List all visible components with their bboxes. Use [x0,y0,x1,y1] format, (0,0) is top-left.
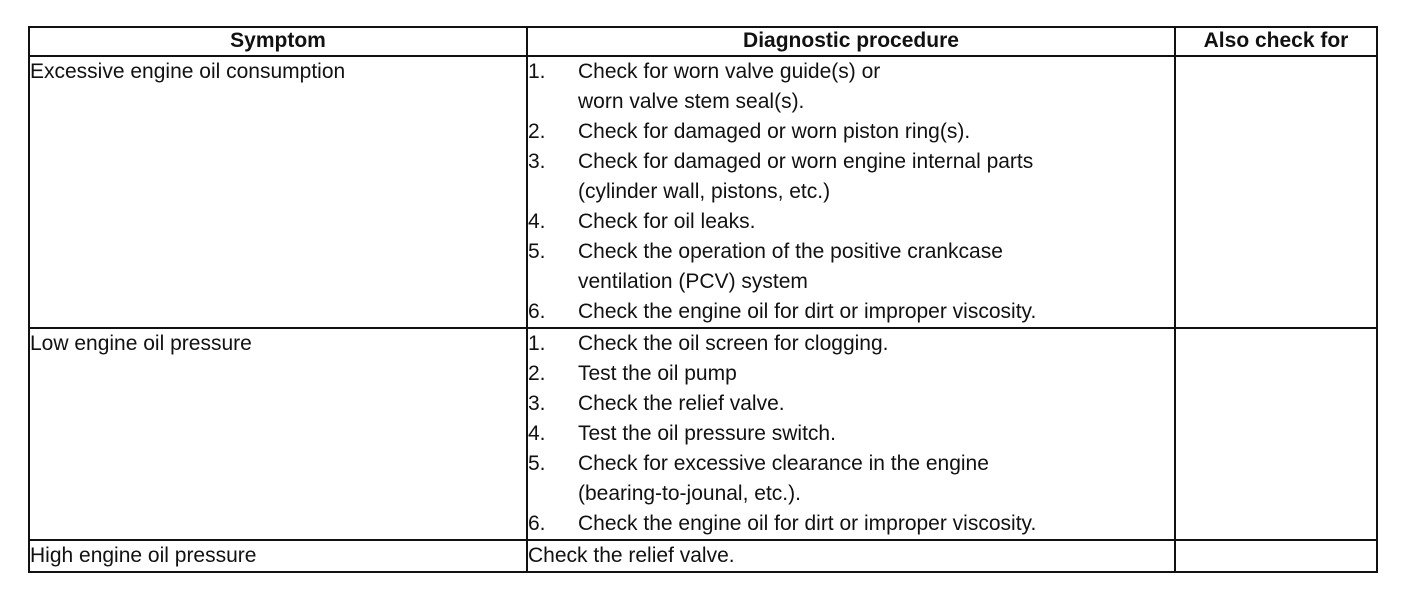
symptom-cell: High engine oil pressure [29,540,527,572]
step-number: 5. [528,240,546,263]
symptom-cell: Excessive engine oil consumption [29,56,527,328]
step-text: Check for worn valve guide(s) or worn valve stem seal(s). [578,60,881,113]
header-diagnostic-procedure: Diagnostic procedure [527,27,1175,56]
step-number: 6. [528,512,546,535]
procedure-step [528,389,1174,419]
step-text: Check the engine oil for dirt or improper viscosity. [578,300,1037,323]
procedure-step [528,57,1174,117]
procedure-cell [527,56,1175,328]
step-text: Check the operation of the positive crankcase ventilation (PCV) system [578,240,1003,293]
procedure-step [528,419,1174,449]
header-symptom: Symptom [29,27,527,56]
step-number: 5. [528,452,546,475]
diagnostic-table [28,26,1378,573]
procedure-step [528,147,1174,207]
table-row [29,540,1377,572]
step-number: 6. [528,300,546,323]
also-check-cell [1175,328,1377,540]
step-number: 3. [528,392,546,415]
step-number: 2. [528,362,546,385]
step-text: Check the relief valve. [578,392,785,415]
step-number: 4. [528,210,546,233]
step-number: 3. [528,150,546,173]
step-text: Check the oil screen for clogging. [578,332,889,355]
header-row [29,27,1377,56]
step-text: Test the oil pressure switch. [578,422,836,445]
procedure-step [528,359,1174,389]
procedure-step [528,329,1174,359]
step-number: 2. [528,120,546,143]
procedure-text: Check the relief valve. [528,544,735,567]
step-number: 4. [528,422,546,445]
header-also-check-for: Also check for [1175,27,1377,56]
procedure-step [528,509,1174,539]
step-number: 1. [528,332,546,355]
step-text: Check for damaged or worn engine internal parts (cylinder wall, pistons, etc.) [578,150,1034,203]
step-text: Check for oil leaks. [578,210,756,233]
step-text: Check for damaged or worn piston ring(s). [578,120,971,143]
table-row [29,328,1377,540]
procedure-cell [527,328,1175,540]
symptom-cell: Low engine oil pressure [29,328,527,540]
procedure-step [528,237,1174,297]
procedure-step [528,207,1174,237]
procedure-cell [527,540,1175,572]
step-text: Test the oil pump [578,362,737,385]
procedure-step [528,117,1174,147]
step-text: Check the engine oil for dirt or improper viscosity. [578,512,1037,535]
procedure-step [528,449,1174,509]
also-check-cell [1175,56,1377,328]
procedure-step [528,297,1174,327]
table-row [29,56,1377,328]
step-text: Check for excessive clearance in the engine (bearing-to-jounal, etc.). [578,452,989,505]
also-check-cell [1175,540,1377,572]
step-number: 1. [528,60,546,83]
